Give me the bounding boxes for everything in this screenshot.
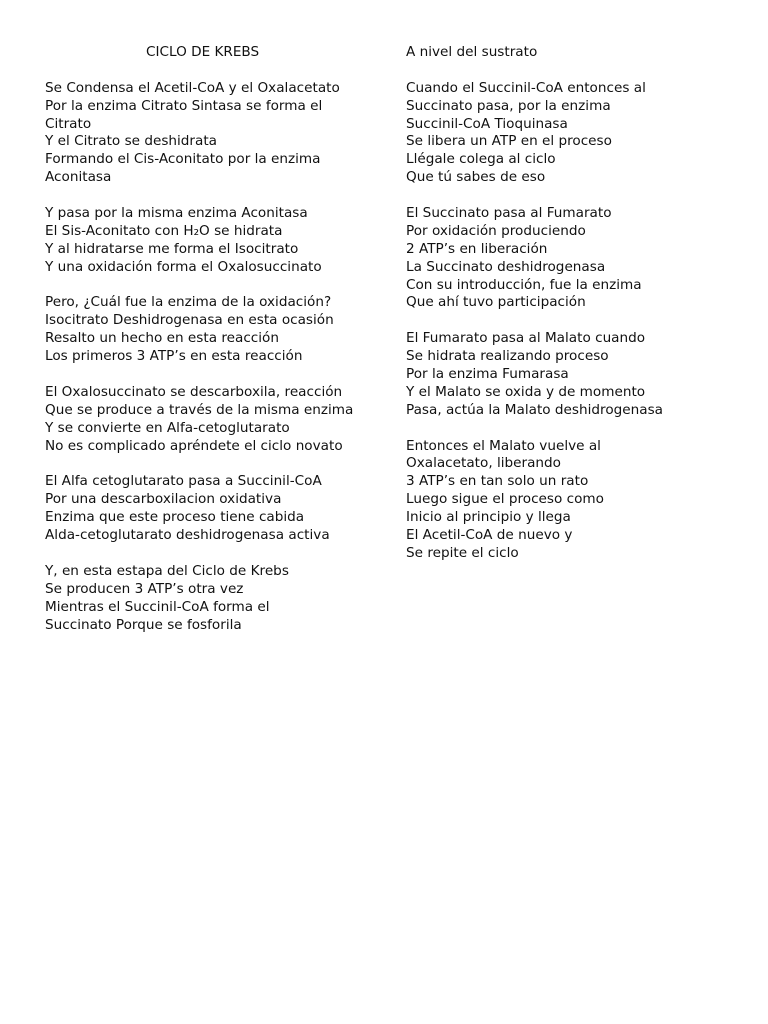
text-line: Oxalacetato, liberando bbox=[406, 455, 561, 472]
left-column bbox=[45, 44, 385, 634]
text-line: Que ahí tuvo participación bbox=[406, 294, 586, 311]
text-line: Se producen 3 ATP’s otra vez bbox=[45, 580, 244, 597]
text-line: Se hidrata realizando proceso bbox=[406, 348, 609, 365]
text-line: 3 ATP’s en tan solo un rato bbox=[406, 473, 589, 490]
text-line: El Succinato pasa al Fumarato bbox=[406, 205, 612, 222]
text-line: Isocitrato Deshidrogenasa en esta ocasión bbox=[45, 312, 334, 329]
text-line: El Sis-Aconitato con H₂O se hidrata bbox=[45, 222, 283, 239]
text-line: Y se convierte en Alfa-cetoglutarato bbox=[45, 419, 290, 436]
text-line: Por una descarboxilacion oxidativa bbox=[45, 491, 282, 508]
text-line: El Oxalosuccinato se descarboxila, reacción bbox=[45, 383, 343, 400]
text-line: Cuando el Succinil-CoA entonces al bbox=[406, 79, 646, 96]
stanza-spacer bbox=[45, 187, 385, 205]
page-title: CICLO DE KREBS bbox=[146, 44, 260, 60]
text-line: El Fumarato pasa al Malato cuando bbox=[406, 330, 646, 347]
text-line: Formando el Cis-Aconitato por la enzima bbox=[45, 151, 321, 168]
stanza-9 bbox=[406, 330, 736, 419]
text-line: Mientras el Succinil-CoA forma el bbox=[45, 598, 270, 615]
text-line: Y el Malato se oxida y de momento bbox=[406, 383, 646, 400]
text-line: Y pasa por la misma enzima Aconitasa bbox=[45, 205, 308, 222]
stanza-spacer bbox=[45, 277, 385, 295]
text-line: Alda-cetoglutarato deshidrogenasa activa bbox=[45, 527, 330, 544]
text-line: Llégale colega al ciclo bbox=[406, 151, 556, 168]
text-line: Succinato pasa, por la enzima bbox=[406, 97, 611, 114]
stanza-5 bbox=[45, 473, 385, 545]
stanza-4 bbox=[45, 384, 385, 456]
text-line: Pasa, actúa la Malato deshidrogenasa bbox=[406, 401, 663, 418]
text-line: Inicio al principio y llega bbox=[406, 509, 571, 526]
text-line: Resalto un hecho en esta reacción bbox=[45, 330, 279, 347]
text-line: No es complicado apréndete el ciclo novato bbox=[45, 437, 343, 454]
stanza-spacer bbox=[406, 62, 736, 80]
stanza-spacer bbox=[45, 455, 385, 473]
stanza-spacer bbox=[406, 420, 736, 438]
text-line: 2 ATP’s en liberación bbox=[406, 240, 548, 257]
stanza-10 bbox=[406, 438, 736, 563]
stanza-spacer bbox=[45, 545, 385, 563]
text-line: Y al hidratarse me forma el Isocitrato bbox=[45, 240, 299, 257]
text-line: Enzima que este proceso tiene cabida bbox=[45, 509, 305, 526]
text-line: Que se produce a través de la misma enzima bbox=[45, 401, 354, 418]
text-line: Luego sigue el proceso como bbox=[406, 491, 604, 508]
text-line: Pero, ¿Cuál fue la enzima de la oxidación? bbox=[45, 294, 332, 311]
stanza-spacer bbox=[45, 62, 385, 80]
text-line: Por la enzima Fumarasa bbox=[406, 366, 569, 383]
stanza-spacer bbox=[406, 312, 736, 330]
text-line: La Succinato deshidrogenasa bbox=[406, 258, 606, 275]
stanza-3 bbox=[45, 294, 385, 366]
text-line: Por la enzima Citrato Sintasa se forma el bbox=[45, 97, 323, 114]
text-line: Y, en esta estapa del Ciclo de Krebs bbox=[45, 562, 289, 579]
text-line: Succinil-CoA Tioquinasa bbox=[406, 115, 568, 132]
text-line: Por oxidación produciendo bbox=[406, 222, 586, 239]
stanza-7 bbox=[406, 80, 736, 187]
stanza-8 bbox=[406, 205, 736, 312]
text-line: Y una oxidación forma el Oxalosuccinato bbox=[45, 258, 322, 275]
text-line: Los primeros 3 ATP’s en esta reacción bbox=[45, 348, 303, 365]
text-line: Aconitasa bbox=[45, 169, 112, 186]
stanza-spacer bbox=[45, 366, 385, 384]
stanza-6 bbox=[45, 563, 385, 635]
text-line: El Alfa cetoglutarato pasa a Succinil-CoA bbox=[45, 473, 322, 490]
text-line: El Acetil-CoA de nuevo y bbox=[406, 527, 573, 544]
text-line: Que tú sabes de eso bbox=[406, 169, 546, 186]
right-column bbox=[406, 44, 736, 563]
text-line: Se repite el ciclo bbox=[406, 544, 519, 561]
stanza-1 bbox=[45, 80, 385, 187]
stanza-spacer bbox=[406, 187, 736, 205]
text-line: Se libera un ATP en el proceso bbox=[406, 133, 612, 150]
section-heading: A nivel del sustrato bbox=[406, 44, 538, 60]
text-line: Se Condensa el Acetil-CoA y el Oxalacetato bbox=[45, 79, 340, 96]
text-line: Citrato bbox=[45, 115, 92, 132]
text-line: Entonces el Malato vuelve al bbox=[406, 437, 601, 454]
text-line: Con su introducción, fue la enzima bbox=[406, 276, 642, 293]
stanza-2 bbox=[45, 205, 385, 277]
text-line: Succinato Porque se fosforila bbox=[45, 616, 242, 633]
text-line: Y el Citrato se deshidrata bbox=[45, 133, 218, 150]
